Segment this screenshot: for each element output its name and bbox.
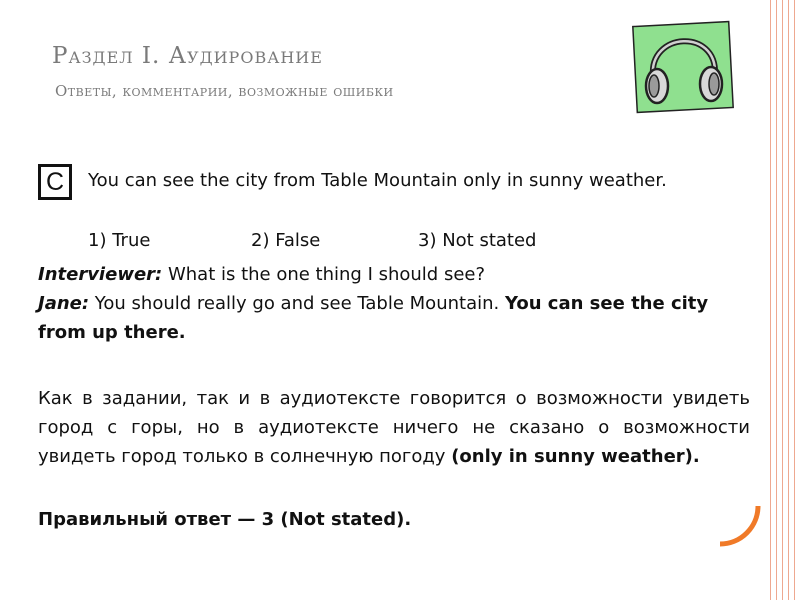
dialogue-excerpt — [38, 260, 750, 347]
jane-label: Jane: — [38, 293, 90, 314]
jane-text: You should really go and see Table Mountain. — [89, 293, 505, 314]
slide-title: Раздел I. Аудирование — [52, 43, 323, 69]
interviewer-label: Interviewer: — [38, 264, 163, 285]
slide-subtitle: Ответы, комментарии, возможные ошибки — [55, 82, 394, 100]
option-false: 2) False — [251, 230, 321, 251]
explanation-text: Как в задании, так и в аудиотексте говорится о возможности увидеть город с горы, но в аудиотексте ничего не сказано о возможности увидеть город только в солнечную погоду — [38, 388, 750, 467]
task-statement: You can see the city from Table Mountain only in sunny weather. — [88, 170, 667, 191]
jane-key-phrase: You can see the city from up there. — [38, 293, 709, 343]
right-border-decoration — [764, 0, 800, 600]
interviewer-line — [38, 260, 750, 289]
correct-answer: Правильный ответ — 3 (Not stated). — [38, 509, 412, 530]
option-true: 1) True — [88, 230, 151, 251]
option-not-stated: 3) Not stated — [418, 230, 537, 251]
explanation-paragraph — [38, 384, 750, 471]
task-letter-box: C — [38, 164, 72, 200]
explanation-key-phrase: (only in sunny weather). — [451, 446, 700, 467]
headphones-icon — [629, 14, 737, 118]
interviewer-text: What is the one thing I should see? — [162, 264, 486, 285]
answer-options — [88, 226, 628, 256]
jane-line — [38, 289, 750, 347]
